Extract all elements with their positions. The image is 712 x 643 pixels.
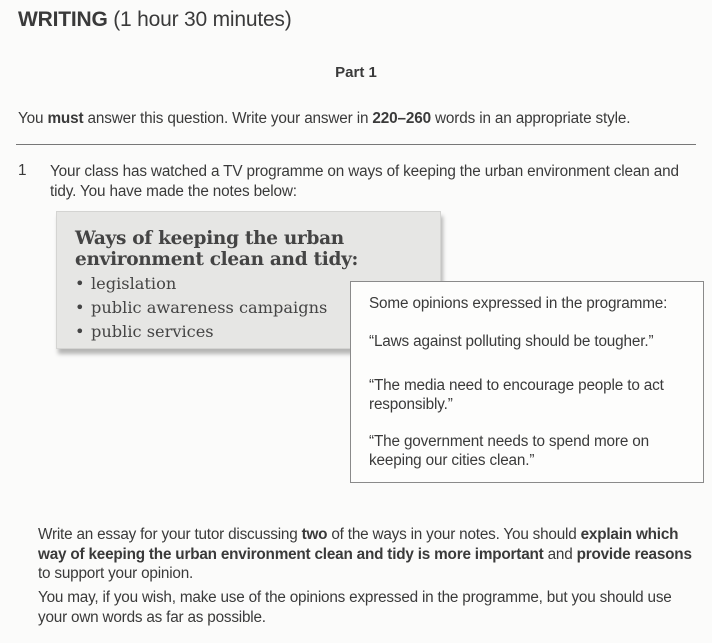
notes-item-label: legislation — [91, 274, 177, 293]
section-duration: (1 hour 30 minutes) — [113, 8, 292, 31]
question-text: Your class has watched a TV programme on ways of keeping the urban environment clean and tidy. You have made the notes below: — [50, 163, 679, 200]
task-emphasis: explain which way of keeping the urban environment clean and tidy is more important — [38, 526, 679, 563]
notes-item — [75, 272, 327, 296]
opinions-box — [350, 281, 704, 483]
opinion-quote: “Laws against polluting should be tougher.” — [369, 333, 654, 350]
task-text: and — [543, 545, 577, 563]
task-instructions — [38, 525, 703, 584]
notes-item — [75, 320, 327, 344]
task-text: of the ways in your notes. You should — [327, 526, 581, 543]
notes-heading: Ways of keeping the urban environment clean and tidy: — [75, 228, 359, 270]
notes-item-label: public awareness campaigns — [91, 298, 328, 317]
opinion-quote: “The government needs to spend more on keeping our cities clean.” — [369, 433, 650, 469]
notes-item — [75, 296, 327, 320]
notes-list — [75, 272, 327, 344]
task-emphasis: two — [301, 526, 328, 543]
section-name: WRITING — [18, 8, 108, 31]
instruction-mid: answer this question. Write your answer in — [83, 110, 373, 127]
bullet-icon: • — [75, 298, 85, 317]
divider-rule — [16, 144, 696, 145]
bullet-icon: • — [75, 274, 85, 293]
task-text: to support your opinion. — [38, 565, 194, 582]
part-heading: Part 1 — [335, 64, 377, 81]
page-title — [18, 8, 292, 32]
opinions-heading: Some opinions expressed in the programme: — [369, 295, 668, 312]
bullet-icon: • — [75, 322, 85, 341]
task-emphasis: provide reasons — [576, 545, 692, 563]
opinion-quote: “The media need to encourage people to act responsibly.” — [369, 377, 664, 413]
instruction-pre: You — [18, 110, 48, 127]
question-number: 1 — [18, 162, 27, 179]
word-count-range: 220–260 — [372, 110, 431, 127]
task-note: You may, if you wish, make use of the opinions expressed in the programme, but you should use your own words as far as possible. — [38, 589, 672, 626]
notes-item-label: public services — [91, 322, 214, 341]
task-text: Write an essay for your tutor discussing — [38, 526, 302, 543]
instruction-must: must — [47, 110, 84, 127]
instruction-post: words in an appropriate style. — [430, 110, 631, 127]
instruction-text — [18, 110, 630, 128]
